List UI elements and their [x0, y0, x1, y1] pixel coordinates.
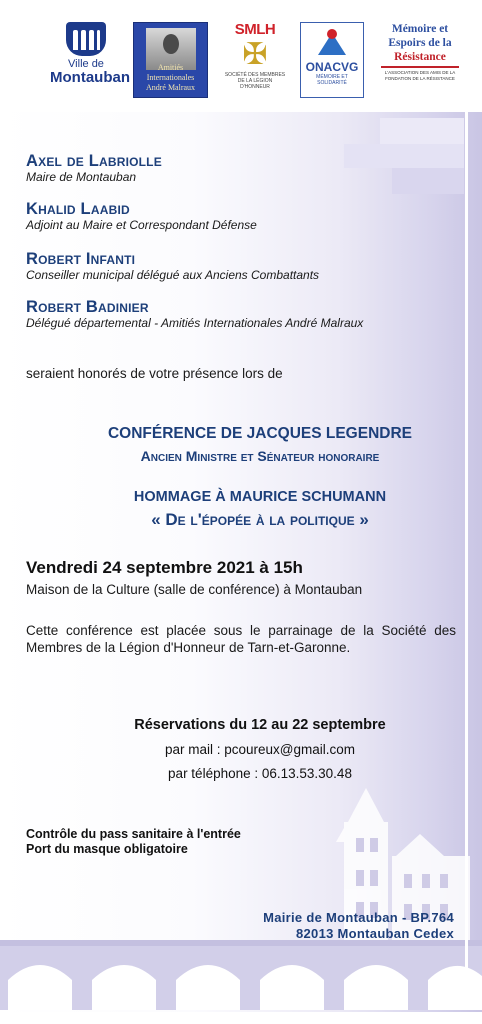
- logo-ville-de-montauban: [50, 22, 130, 98]
- logo-malraux-line3: André Malraux: [145, 83, 196, 92]
- host-name: Axel de Labriolle: [26, 152, 162, 170]
- reservations-mail: par mail : pcoureux@gmail.com: [164, 742, 356, 757]
- reservations-phone: par téléphone : 06.13.53.30.48: [168, 766, 352, 781]
- postal-address: [263, 910, 454, 942]
- event-patronage: Cette conférence est placée sous le parrainage de la Société des Membres de la Légion d'Honneur de Tarn-et-Garonne.: [26, 623, 456, 655]
- event-date: Vendredi 24 septembre 2021 à 15h: [26, 558, 303, 577]
- host-role: Délégué départemental - Amitiés Internationales André Malraux: [26, 316, 364, 330]
- invitation-card: [0, 112, 482, 1024]
- sanitary-notice: [26, 827, 241, 857]
- logo-onac-sub: MÉMOIRE ET SOLIDARITÉ: [316, 74, 348, 86]
- host-name: Khalid Laabid: [26, 200, 130, 218]
- logo-amities-andre-malraux: [133, 22, 208, 98]
- host-role: Adjoint au Maire et Correspondant Défense: [26, 218, 257, 232]
- host-role: Conseiller municipal délégué aux Anciens Combattants: [26, 268, 320, 282]
- invitation-intro: seraient honorés de votre présence lors de: [26, 366, 283, 381]
- logo-memoire-line2: Espoirs de la: [388, 37, 452, 49]
- host-block: [26, 152, 162, 184]
- reservations-title: Réservations du 12 au 22 septembre: [134, 717, 386, 733]
- logo-onacvg: [300, 22, 364, 98]
- host-name: Robert Infanti: [26, 250, 136, 268]
- logo-montauban-line2: Montauban: [50, 69, 130, 86]
- partner-logo-bar: [0, 0, 482, 110]
- logo-montauban-line1: Ville de: [68, 58, 104, 70]
- logo-malraux-line1: Amitiés: [157, 63, 184, 72]
- host-block: [26, 200, 257, 232]
- divider: [381, 66, 459, 68]
- logo-malraux-line2: Internationales: [146, 73, 195, 82]
- conference-subtitle: Ancien Ministre et Sénateur honoraire: [140, 448, 380, 464]
- onac-emblem-icon: [314, 29, 350, 59]
- host-block: [26, 298, 363, 330]
- logo-memoire-sub: L'ASSOCIATION DES AMIS DE LA FONDATION DE LA RÉSISTANCE: [384, 70, 456, 81]
- conference-title: CONFÉRENCE DE JACQUES LEGENDRE: [107, 425, 412, 442]
- notice-line: Port du masque obligatoire: [26, 842, 188, 856]
- logo-memoire-line1: Mémoire et: [391, 23, 449, 35]
- logo-memoire-line3: Résistance: [394, 51, 446, 63]
- notice-line: Contrôle du pass sanitaire à l'entrée: [26, 827, 241, 841]
- hommage-subtitle: « De l'épopée à la politique »: [151, 510, 369, 529]
- legion-honneur-star-icon: ✠: [242, 38, 268, 71]
- event-venue: Maison de la Culture (salle de conférence) à Montauban: [26, 582, 363, 597]
- host-name: Robert Badinier: [26, 298, 149, 316]
- logo-onac-name: ONACVG: [305, 60, 359, 74]
- host-block: [26, 250, 319, 282]
- logo-smlh-name: SMLH: [234, 21, 276, 38]
- logo-smlh-sub: SOCIÉTÉ DES MEMBRES DE LA LÉGION D'HONNEUR: [224, 72, 286, 90]
- address-line: Mairie de Montauban - BP.764: [263, 910, 454, 925]
- montauban-shield-icon: [66, 22, 106, 56]
- hommage-title: HOMMAGE À MAURICE SCHUMANN: [133, 489, 387, 505]
- invitation-text: [0, 112, 482, 1012]
- host-role: Maire de Montauban: [26, 170, 137, 184]
- logo-memoire-espoirs-resistance: [379, 22, 461, 98]
- logo-smlh: [224, 22, 286, 98]
- address-line: 82013 Montauban Cedex: [295, 926, 454, 941]
